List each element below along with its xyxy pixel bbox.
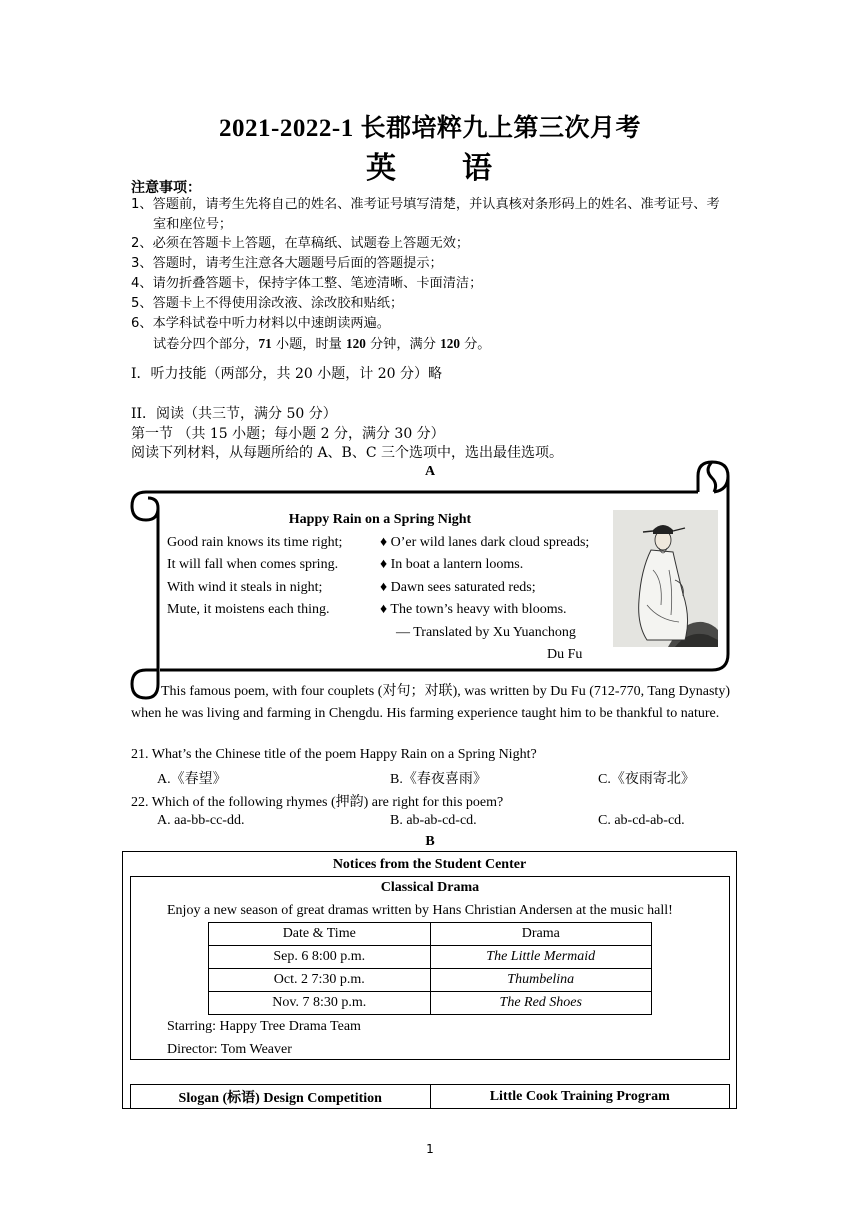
passage-a-label: A <box>424 464 436 479</box>
reading-section: II．阅读（共三节，满分 50 分） <box>131 406 337 422</box>
table-row <box>209 992 652 1015</box>
notice-item-2: 2、必须在答题卡上答题，在草稿纸、试题卷上答题无效； <box>131 236 470 251</box>
listening-section: I．听力技能（两部分，共 20 小题，计 20 分）略 <box>131 366 442 382</box>
poem-left-line-2: It will fall when comes spring. <box>167 557 339 572</box>
programs-header-table <box>130 1084 730 1109</box>
notice-item-6: 6、本学科试卷中听力材料以中速朗读两遍。 <box>131 316 390 331</box>
question-21-stem: 21. What’s the Chinese title of the poem Happy Rain on a Spring Night? <box>131 747 537 762</box>
question-22-stem: 22. Which of the following rhymes (押韵) are right for this poem? <box>131 795 504 810</box>
poem-translator: — Translated by Xu Yuanchong <box>396 625 576 640</box>
subject-title: 英 语 <box>366 152 494 185</box>
exam-summary: 试卷分四个部分，71 小题，时量 120 分钟，满分 120 分。 <box>153 336 491 352</box>
poem-left-line-3: With wind it steals in night; <box>167 580 323 595</box>
part-one-heading: 第一节 （共 15 小题；每小题 2 分，满分 30 分） <box>131 426 445 442</box>
question-21-option-b: B.《春夜喜雨》 <box>390 772 487 787</box>
table-cell-drama: The Little Mermaid <box>430 946 652 969</box>
notice-item-1: 1、答题前，请考生先将自己的姓名、准考证号填写清楚，并认真核对条形码上的姓名、准考证号、考室和座位号； <box>131 197 720 232</box>
table-row <box>209 969 652 992</box>
slogan-competition-heading: Slogan (标语) Design Competition <box>131 1085 431 1109</box>
exam-title: 2021-2022-1 长郡培粹九上第三次月考 <box>219 115 641 142</box>
question-22-option-a: A. aa-bb-cc-dd. <box>157 813 245 828</box>
poem-left-line-1: Good rain knows its time right; <box>167 535 343 550</box>
page-number: 1 <box>426 1142 434 1156</box>
notices-heading: Notices from the Student Center <box>332 857 527 872</box>
poem-right-line-1: ♦ O’er wild lanes dark cloud spreads; <box>380 535 590 550</box>
question-21-option-a: A.《春望》 <box>157 772 227 787</box>
poem-title: Happy Rain on a Spring Night <box>288 512 472 527</box>
du-fu-portrait-image <box>613 510 718 647</box>
drama-director: Director: Tom Weaver <box>167 1042 292 1057</box>
table-cell-drama: The Red Shoes <box>430 992 652 1015</box>
notice-item-3: 3、答题时，请考生注意各大题题号后面的答题提示； <box>131 256 443 271</box>
table-header-date: Date & Time <box>209 923 431 946</box>
poem-right-line-3: ♦ Dawn sees saturated reds; <box>380 580 536 595</box>
poem-right-line-4: ♦ The town’s heavy with blooms. <box>380 602 567 617</box>
notice-item-5: 5、答题卡上不得使用涂改液、涂改胶和贴纸； <box>131 296 404 311</box>
passage-a-text: This famous poem, with four couplets (对句；对联), was written by Du Fu (712-770, Tang Dynasty) when he was living and farming in Chengdu. His farming experience taught him to be thankful to nature. <box>131 684 730 721</box>
cook-program-heading: Little Cook Training Program <box>430 1085 730 1109</box>
drama-starring: Starring: Happy Tree Drama Team <box>167 1019 361 1034</box>
table-row <box>209 946 652 969</box>
drama-title: Classical Drama <box>380 880 480 895</box>
table-cell-drama: Thumbelina <box>430 969 652 992</box>
drama-schedule-table <box>208 922 652 1015</box>
passage-b-label: B <box>425 834 435 849</box>
notice-heading: 注意事项： <box>131 180 201 196</box>
table-cell-date: Nov. 7 8:30 p.m. <box>209 992 431 1015</box>
reading-instruction: 阅读下列材料，从每题所给的 A、B、C 三个选项中，选出最佳选项。 <box>131 445 564 461</box>
question-21-option-c: C.《夜雨寄北》 <box>598 772 695 787</box>
question-22-option-c: C. ab-cd-ab-cd. <box>598 813 685 828</box>
poem-left-line-4: Mute, it moistens each thing. <box>167 602 330 617</box>
drama-intro: Enjoy a new season of great dramas written by Hans Christian Andersen at the music hall! <box>167 903 673 918</box>
notice-item-4: 4、请勿折叠答题卡，保持字体工整、笔迹清晰、卡面清洁； <box>131 276 483 291</box>
table-header-drama: Drama <box>430 923 652 946</box>
table-cell-date: Sep. 6 8:00 p.m. <box>209 946 431 969</box>
poem-right-line-2: ♦ In boat a lantern looms. <box>380 557 524 572</box>
poem-author: Du Fu <box>547 647 583 662</box>
table-header-row <box>209 923 652 946</box>
table-cell-date: Oct. 2 7:30 p.m. <box>209 969 431 992</box>
question-22-option-b: B. ab-ab-cd-cd. <box>390 813 477 828</box>
